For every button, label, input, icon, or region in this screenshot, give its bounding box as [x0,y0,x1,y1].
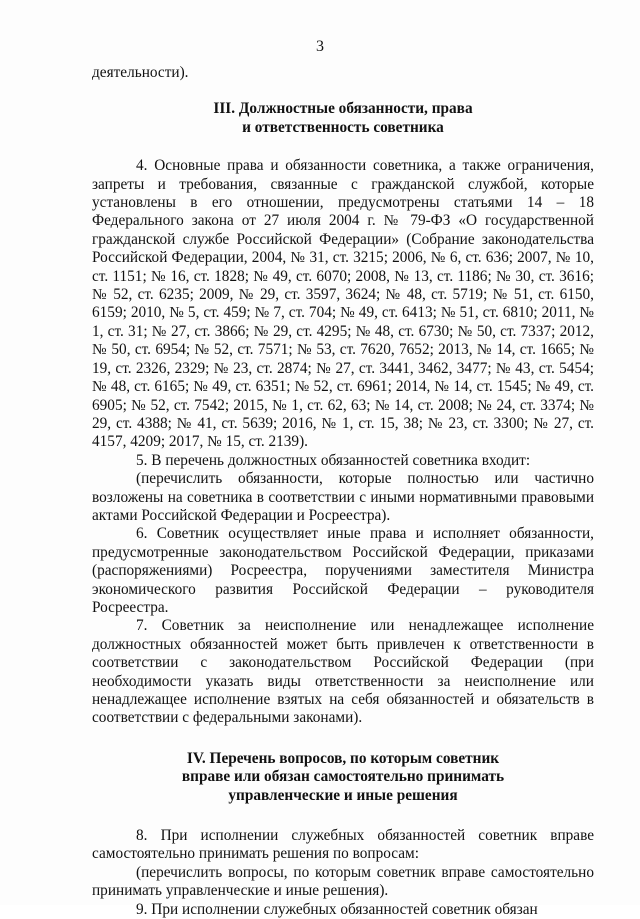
document-body [92,64,594,919]
section-heading-4-line-1: IV. Перечень вопросов, по которым советник [186,749,500,767]
section-heading-3 [92,100,594,137]
section-heading-3-line-2: и ответственность советника [242,118,444,136]
section-heading-4-line-3: управленческие и иные решения [228,786,458,804]
paragraph-4: 4. Основные права и обязанности советника, а также ограничения, запреты и требования, связанные с гражданской службой, которые установлены в его отношении, предусмотрены статьями 14 – 18 Федерального закона от 27 июля 2004 г. № 79-ФЗ «О государственной гражданской службе Российской Федерации» (Собрание законодательства Российской Федерации, 2004, № 31, ст. 3215; 2006, № 6, ст. 636; 2007, № 10, ст. 1151; № 16, ст. 1828; № 49, ст. 6070; 2008, № 13, ст. 1186; № 30, ст. 3616; № 52, ст. 6235; 2009, № 29, ст. 3597, 3624; № 48, ст. 5719; № 51, ст. 6150, 6159; 2010, № 5, ст. 459; № 7, ст. 704; № 49, ст. 6413; № 51, ст. 6810; 2011, № 1, ст. 31; № 27, ст. 3866; № 29, ст. 4295; № 48, ст. 6730; № 50, ст. 7337; 2012, № 50, ст. 6954; № 52, ст. 7571; № 53, ст. 7620, 7652; 2013, № 14, ст. 1665; № 19, ст. 2326, 2329; № 23, ст. 2874; № 27, ст. 3441, 3462, 3477; № 43, ст. 5454; № 48, ст. 6165; № 49, ст. 6351; № 52, ст. 6961; 2014, № 14, ст. 1545; № 49, ст. 6905; № 52, ст. 7542; 2015, № 1, ст. 62, 63; № 14, ст. 2008; № 24, ст. 3374; № 29, ст. 4388; № 41, ст. 5639; 2016, № 1, ст. 15, 38; № 23, ст. 3300; № 27, ст. 4157, 4209; 2017, № 15, ст. 2139). [92,157,594,451]
section-heading-3-line-1: III. Должностные обязанности, права [213,100,473,118]
page-number: 3 [316,38,324,55]
paragraph-5-note: (перечислить обязанности, которые полностью или частично возложены на советника в соответствии с иными нормативными правовыми актами Российской Федерации и Росреестра). [92,470,594,524]
paragraph-6: 6. Советник осуществляет иные права и исполняет обязанности, предусмотренные законодательством Российской Федерации, приказами (распоряжениями) Росреестра, поручениями заместителя Министра экономического развития Российской Федерации – руководителя Росреестра. [92,525,594,616]
paragraph-9: 9. При исполнении служебных обязанностей советник обязан [136,900,538,918]
section-heading-4-line-2: вправе или обязан самостоятельно принимать [181,768,505,786]
paragraph-8: 8. При исполнении служебных обязанностей советник вправе самостоятельно принимать решения по вопросам: [92,827,594,863]
paragraph-continuation: деятельности). [92,64,189,81]
section-heading-4 [92,750,594,805]
paragraph-8-note: (перечислить вопросы, по которым советник вправе самостоятельно принимать управленческие и иные решения). [92,863,594,900]
paragraph-5: 5. В перечень должностных обязанностей советника входит: [136,451,531,469]
paragraph-7: 7. Советник за неисполнение или ненадлежащее исполнение должностных обязанностей может быть привлечен к ответственности в соответствии с законодательством Российской Федерации (при необходимости указать виды ответственности за неисполнение или ненадлежащее исполнение взятых на себя обязанностей и обязательств в соответствии с федеральными законами). [92,617,594,727]
